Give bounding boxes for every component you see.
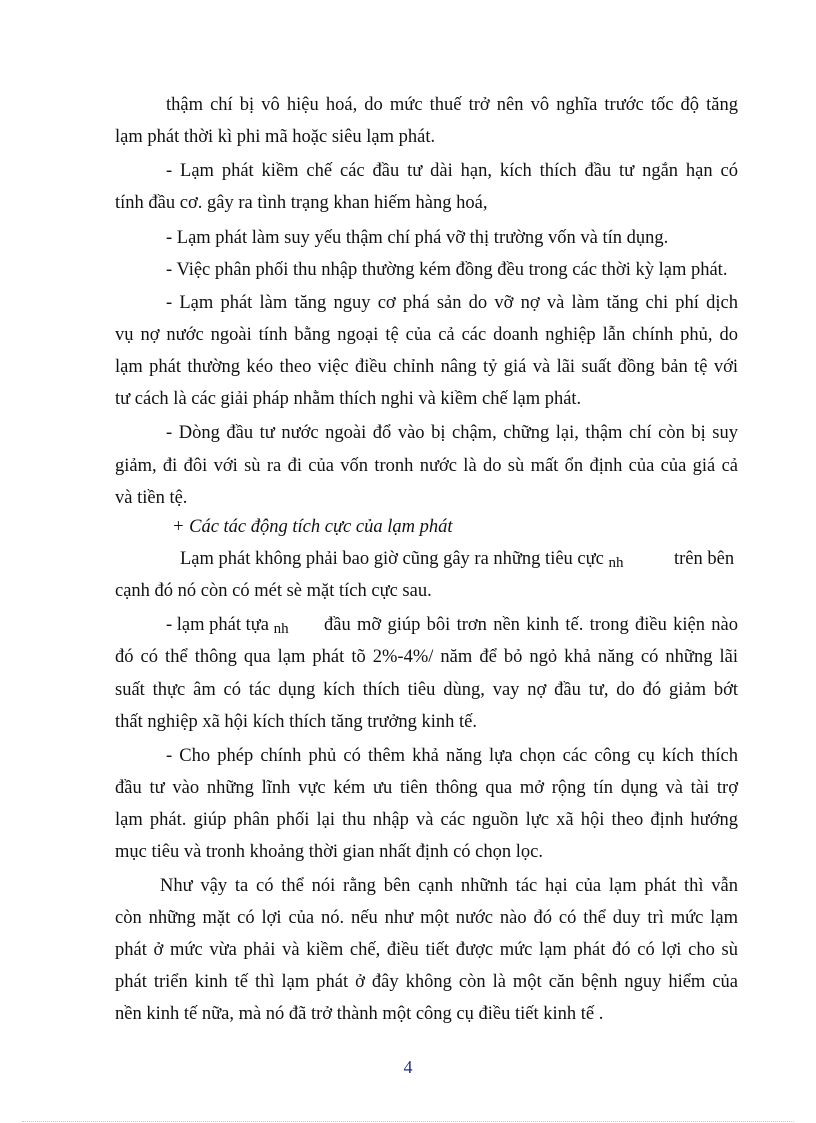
text-line: đầu tư vào những lĩnh vực kém ưu tiên thông qua mở rộng tín dụng và tài trợ <box>115 778 738 798</box>
text-line: suất thực âm có tác dụng kích thích tiêu dùng, vay nợ đầu tư, do đó giảm bớt <box>115 680 738 700</box>
text-line: Như vậy ta có thể nói rằng bên cạnh nhữnh tác hại của lạm phát thì vẫn <box>160 876 738 896</box>
bullet-line: - Lạm phát kiềm chế các đầu tư dài hạn, kích thích đầu tư ngắn hạn có <box>166 161 738 181</box>
text-line: cạnh đó nó còn có mét sè mặt tích cực sau. <box>115 581 432 601</box>
bullet-line: - Lạm phát làm tăng nguy cơ phá sản do vỡ nợ và làm tăng chi phí dịch <box>166 293 738 313</box>
text-line: vụ nợ nước ngoài tính bằng ngoại tệ của cả các doanh nghiệp lẫn chính phủ, do <box>115 325 738 345</box>
footer-divider <box>22 1121 794 1122</box>
text-line: thất nghiệp xã hội kích thích tăng trưởng kinh tế. <box>115 712 477 732</box>
text-fragment: - lạm phát tựa <box>166 615 270 635</box>
text-fragment: trên bên <box>674 549 735 569</box>
text-line: đó có thể thông qua lạm phát tõ 2%-4%/ năm để bỏ ngỏ khả năng có những lãi <box>115 647 738 667</box>
section-heading: + Các tác động tích cực của lạm phát <box>172 517 453 537</box>
text-fragment: đầu mỡ giúp bôi trơn nền kinh tế. trong điều kiện nào <box>324 615 738 635</box>
text-line <box>180 548 624 571</box>
text-line: mục tiêu và tronh khoảng thời gian nhất định có chọn lọc. <box>115 842 543 862</box>
bullet-line: - Cho phép chính phủ có thêm khả năng lựa chọn các công cụ kích thích <box>166 746 738 766</box>
text-line: nền kinh tế nữa, mà nó đã trở thành một công cụ điều tiết kinh tế . <box>115 1004 604 1024</box>
nh-marker: nh <box>608 555 624 571</box>
bullet-line: - Dòng đầu tư nước ngoài đổ vào bị chậm, chững lại, thậm chí còn bị suy <box>166 423 738 443</box>
text-line: phát ở mức vừa phải và kiềm chế, điều tiết được mức lạm phát đó có lợi cho sù <box>115 940 738 960</box>
bullet-line: - Lạm phát làm suy yếu thậm chí phá vỡ thị trường vốn và tín dụng. <box>166 228 669 248</box>
text-line: lạm phát thời kì phi mã hoặc siêu lạm phát. <box>115 127 436 147</box>
text-line: tư cách là các giải pháp nhằm thích nghi và kiềm chế lạm phát. <box>115 389 582 409</box>
text-line: phát triển kinh tế thì lạm phát ở đây không còn là một căn bệnh nguy hiểm của <box>115 972 738 992</box>
bullet-line <box>166 614 289 637</box>
page-number: 4 <box>403 1057 413 1077</box>
bullet-line: - Việc phân phối thu nhập thường kém đồng đều trong các thời kỳ lạm phát. <box>166 260 728 280</box>
text-fragment: Lạm phát không phải bao giờ cũng gây ra những tiêu cực <box>180 549 604 569</box>
text-line: còn những mặt có lợi của nó. nếu như một nước nào đó có thể duy trì mức lạm <box>115 908 738 928</box>
text-line: tính đầu cơ. gây ra tình trạng khan hiếm hàng hoá, <box>115 193 488 213</box>
nh-marker: nh <box>273 621 289 637</box>
text-line: lạm phát thường kéo theo việc điều chỉnh nâng tỷ giá và lãi suất đồng bản tệ với <box>115 357 738 377</box>
text-line: lạm phát. giúp phân phối lại thu nhập và các nguồn lực xã hội theo định hướng <box>115 810 738 830</box>
text-line: thậm chí bị vô hiệu hoá, do mức thuế trở nên vô nghĩa trước tốc độ tăng <box>166 95 738 115</box>
text-line: và tiền tệ. <box>115 488 188 508</box>
text-line: giảm, đi đôi với sù ra đi của vốn tronh nước là do sù mất ổn định của của giá cả <box>115 456 738 476</box>
